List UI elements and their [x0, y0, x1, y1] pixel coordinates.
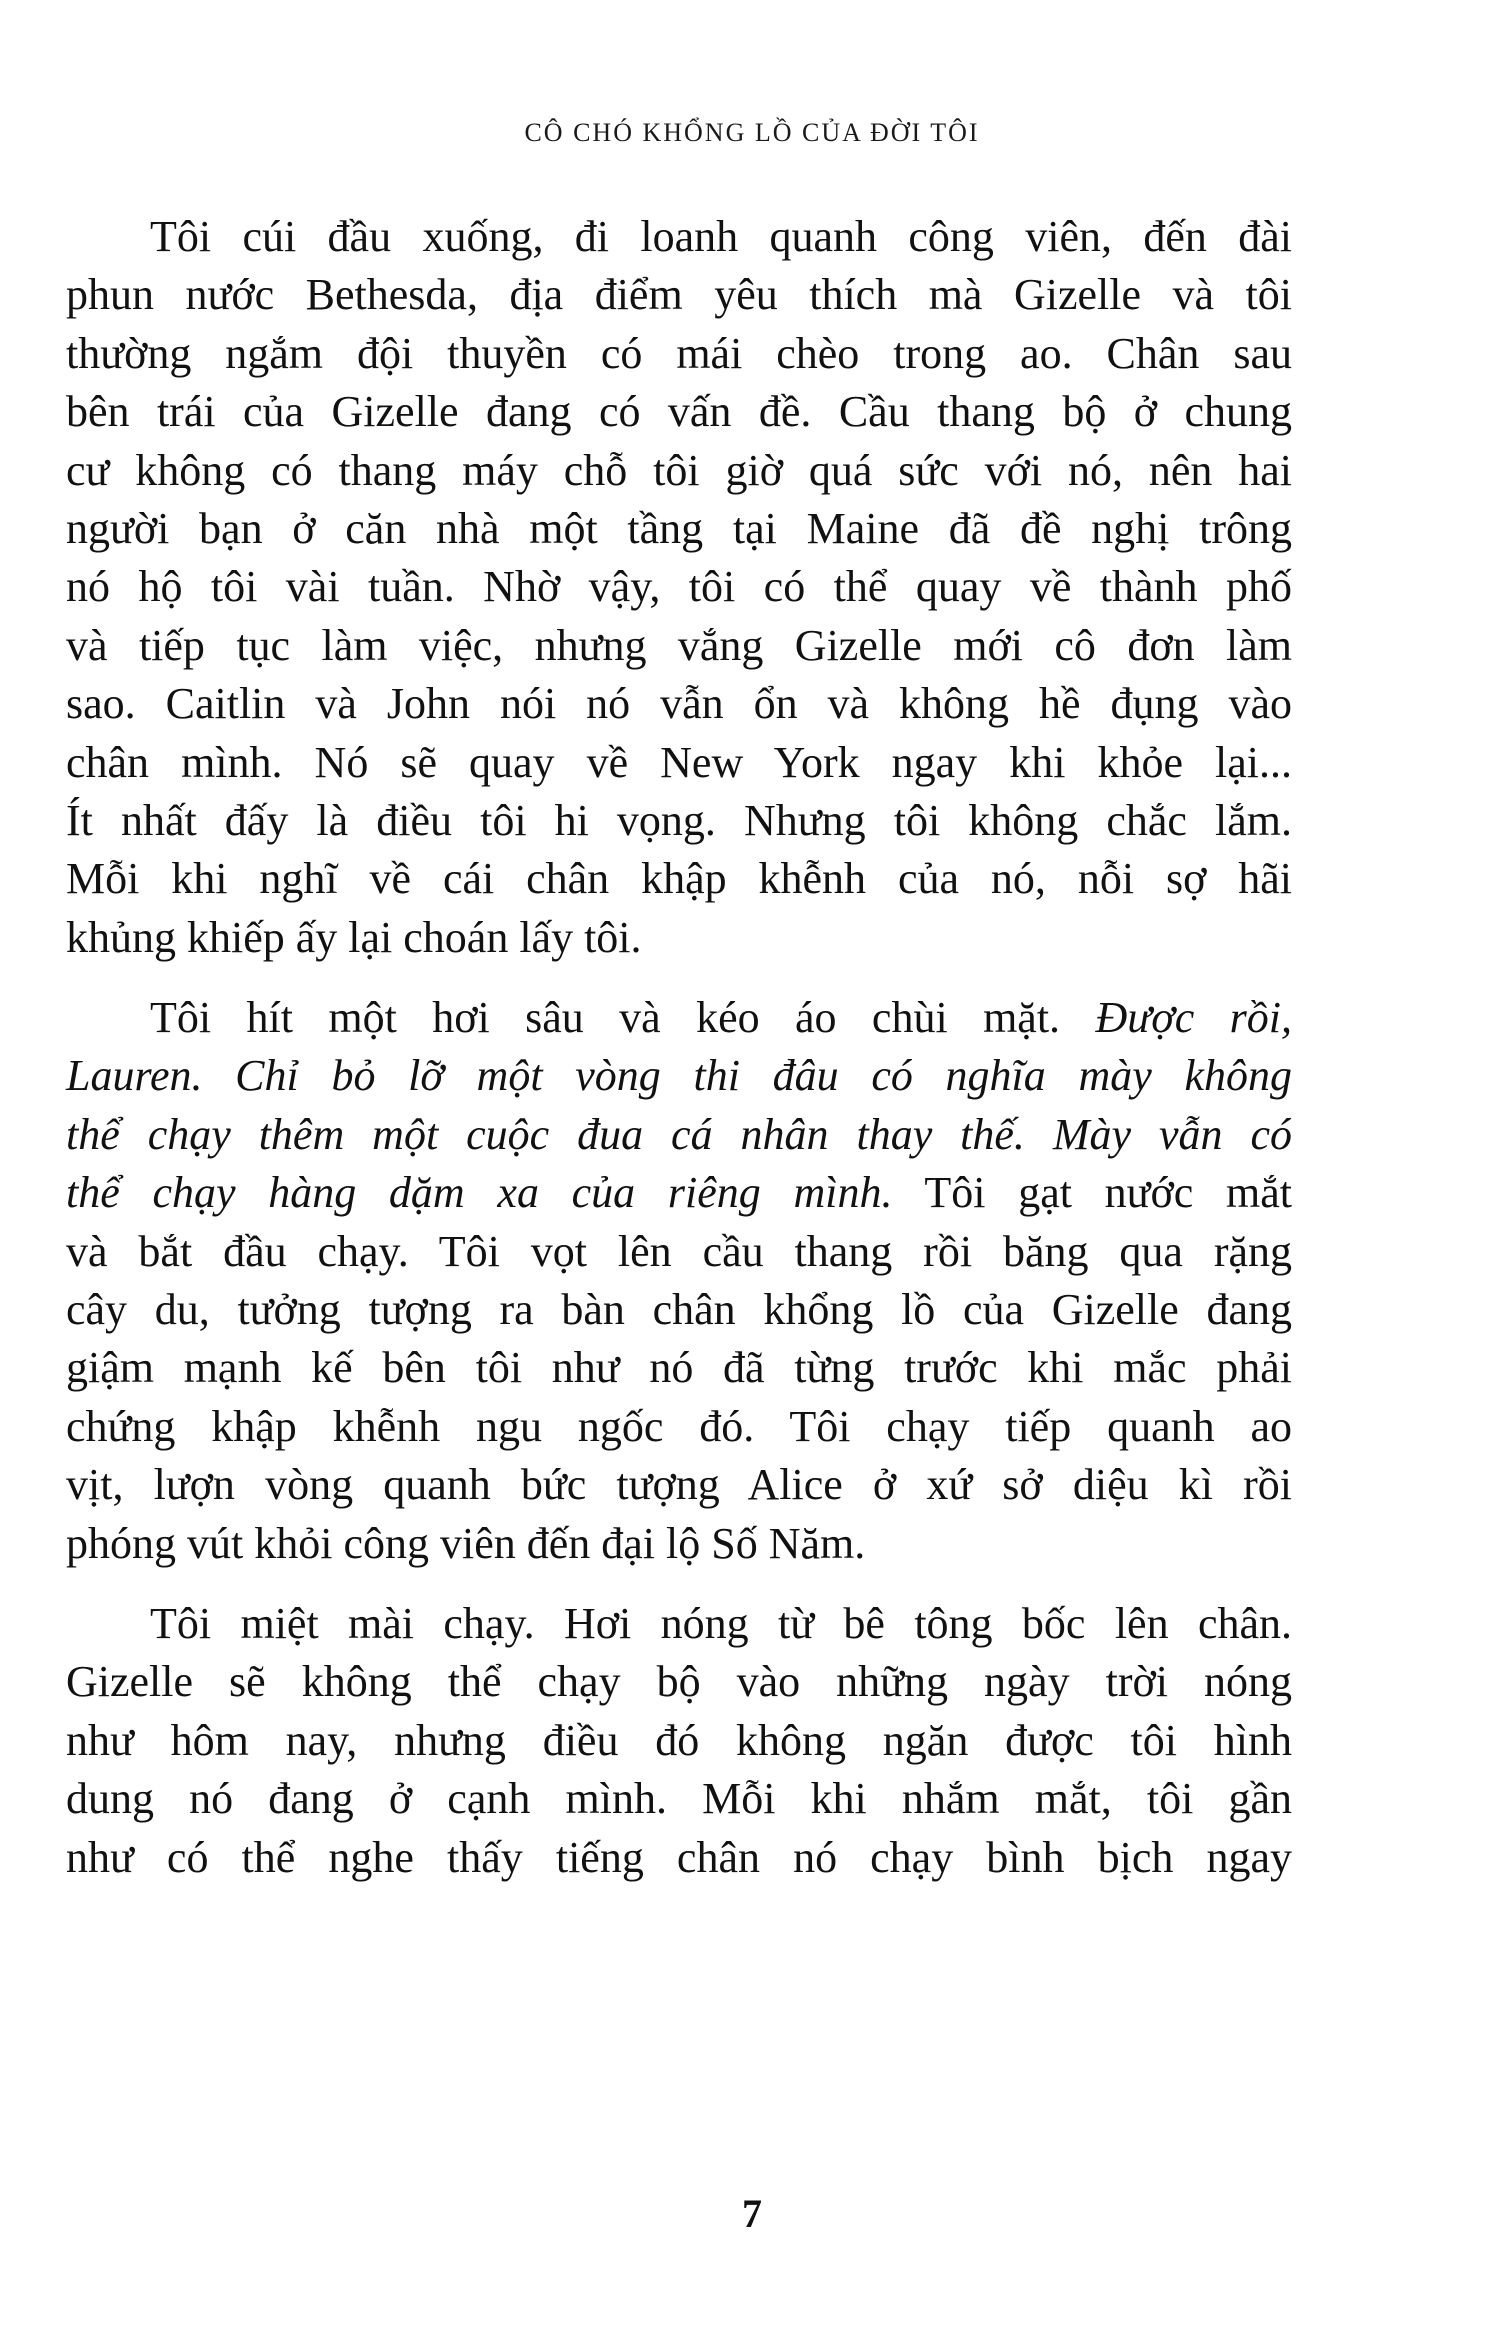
text-run: phun nước Bethesda, địa điểm yêu thích mà Gizelle và tôi [66, 270, 1292, 320]
text-line [66, 792, 1292, 850]
text-run: Tôi cúi đầu xuống, đi loanh quanh công viên, đến đài [150, 212, 1292, 261]
text-run: Mỗi khi nghĩ về cái chân khập khễnh của nó, nỗi sợ hãi [66, 854, 1292, 904]
text-line [66, 558, 1292, 616]
italic-text-run: Được rồi, [1095, 993, 1293, 1043]
text-run: vịt, lượn vòng quanh bức tượng Alice ở xứ sở diệu kì rồi [66, 1460, 1292, 1510]
text-run: khủng khiếp ấy lại choán lấy tôi. [66, 912, 642, 962]
paragraph [66, 208, 1292, 967]
text-line [66, 442, 1292, 500]
text-run: Tôi gạt nước mắt [892, 1168, 1292, 1218]
text-line [66, 1829, 1292, 1887]
text-line [66, 208, 1292, 266]
text-run: dung nó đang ở cạnh mình. Mỗi khi nhắm mắt, tôi gần [66, 1774, 1292, 1824]
italic-text-run: thể chạy thêm một cuộc đua cá nhân thay thế. Mày vẫn có [66, 1109, 1292, 1159]
text-run: phóng vút khỏi công viên đến đại lộ Số Năm. [66, 1518, 866, 1568]
text-line [66, 383, 1292, 441]
text-line [66, 500, 1292, 558]
text-line [66, 1281, 1292, 1339]
text-line [66, 325, 1292, 383]
text-run: như có thể nghe thấy tiếng chân nó chạy bình bịch ngay [66, 1832, 1292, 1882]
text-run: người bạn ở căn nhà một tầng tại Maine đã đề nghị trông [66, 503, 1292, 553]
text-line [66, 1047, 1292, 1105]
text-line [66, 909, 1292, 967]
text-line [66, 1106, 1292, 1164]
text-line [66, 1223, 1292, 1281]
text-line [66, 266, 1292, 324]
text-line [66, 1653, 1292, 1711]
text-line [66, 1164, 1292, 1222]
text-line [66, 850, 1292, 908]
text-run: nó hộ tôi vài tuần. Nhờ vậy, tôi có thể quay về thành phố [66, 562, 1292, 612]
text-line [66, 617, 1292, 675]
text-run: sao. Caitlin và John nói nó vẫn ổn và không hề đụng vào [66, 679, 1292, 729]
text-line [66, 734, 1292, 792]
text-run: Gizelle sẽ không thể chạy bộ vào những ngày trời nóng [66, 1657, 1292, 1707]
text-run: như hôm nay, nhưng điều đó không ngăn được tôi hình [66, 1715, 1292, 1765]
text-line [66, 989, 1292, 1047]
text-line [66, 1770, 1292, 1828]
text-line [66, 1595, 1292, 1653]
text-run: và tiếp tục làm việc, nhưng vắng Gizelle mới cô đơn làm [66, 620, 1292, 670]
text-run: và bắt đầu chạy. Tôi vọt lên cầu thang rồi băng qua rặng [66, 1226, 1292, 1276]
page-number: 7 [742, 2191, 762, 2236]
italic-text-run: thể chạy hàng dặm xa của riêng mình. [66, 1168, 893, 1218]
text-line [66, 1515, 1292, 1573]
text-run: Tôi miệt mài chạy. Hơi nóng từ bê tông bốc lên chân. [150, 1598, 1292, 1648]
body-text [66, 208, 1292, 1887]
paragraph [66, 1595, 1292, 1887]
text-run: bên trái của Gizelle đang có vấn đề. Cầu thang bộ ở chung [66, 387, 1292, 437]
paragraph [66, 989, 1292, 1573]
text-run: giậm mạnh kế bên tôi như nó đã từng trước khi mắc phải [66, 1343, 1292, 1393]
text-run: chân mình. Nó sẽ quay về New York ngay khi khỏe lại... [66, 737, 1292, 787]
running-header: CÔ CHÓ KHỔNG LỒ CỦA ĐỜI TÔI [524, 118, 980, 147]
text-run: Ít nhất đấy là điều tôi hi vọng. Nhưng tôi không chắc lắm. [66, 795, 1292, 845]
text-run: chứng khập khễnh ngu ngốc đó. Tôi chạy tiếp quanh ao [66, 1401, 1292, 1451]
text-line [66, 1339, 1292, 1397]
text-run: Tôi hít một hơi sâu và kéo áo chùi mặt. [150, 993, 1096, 1043]
italic-text-run: Lauren. Chỉ bỏ lỡ một vòng thi đâu có nghĩa mày không [66, 1051, 1292, 1101]
text-line [66, 1712, 1292, 1770]
text-line [66, 1398, 1292, 1456]
text-run: thường ngắm đội thuyền có mái chèo trong ao. Chân sau [66, 328, 1292, 378]
text-run: cây du, tưởng tượng ra bàn chân khổng lồ của Gizelle đang [66, 1285, 1292, 1335]
text-line [66, 1456, 1292, 1514]
text-line [66, 675, 1292, 733]
text-run: cư không có thang máy chỗ tôi giờ quá sức với nó, nên hai [66, 445, 1292, 495]
